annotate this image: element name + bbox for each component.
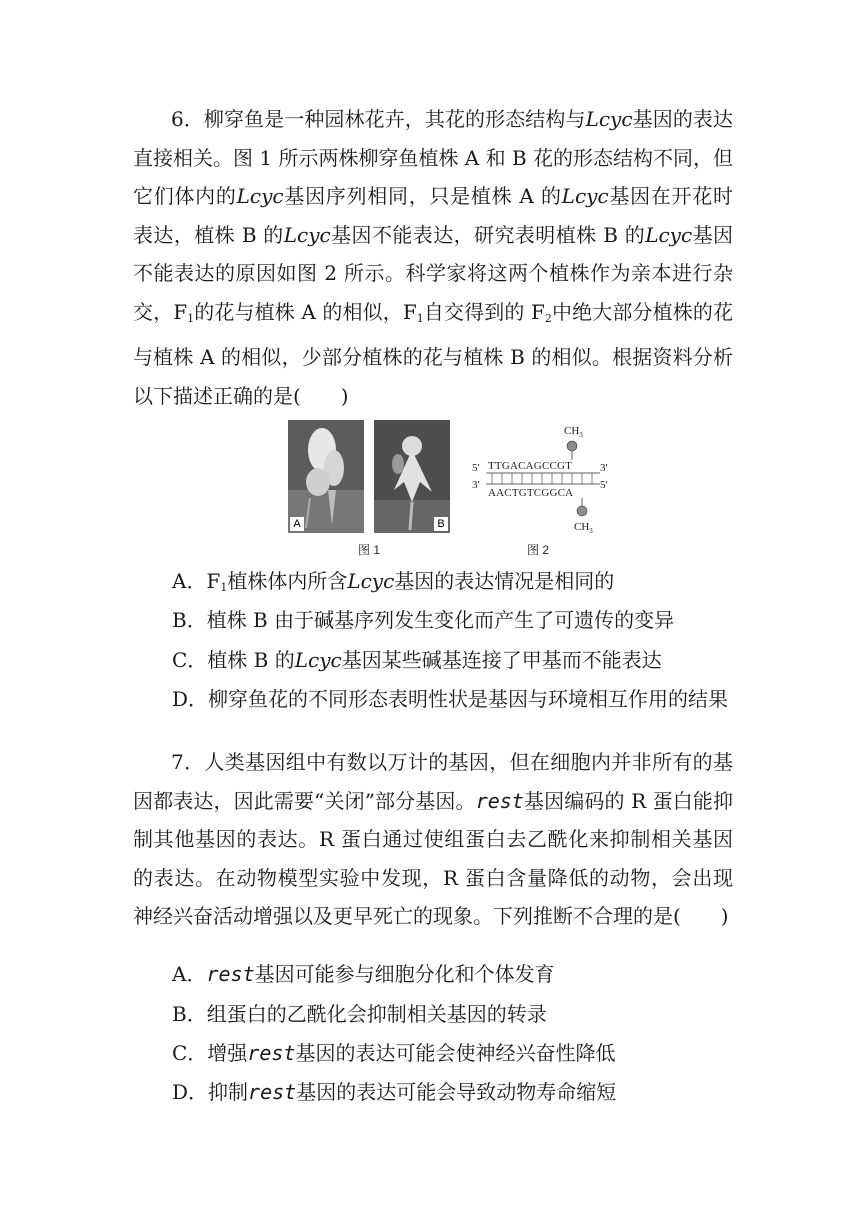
q7-option-d[interactable]: D．抑制rest基因的表达可能会导致动物寿命缩短: [172, 1080, 617, 1104]
question-number: 7．: [171, 750, 205, 774]
methyl-label-top: $CH_3$: [564, 425, 583, 439]
figure-2-caption: 图 2: [527, 543, 550, 557]
q7-option-c[interactable]: C．增强rest基因的表达可能会使神经兴奋性降低: [172, 1041, 616, 1065]
gene-name: rest: [475, 788, 524, 813]
q6-option-d[interactable]: D．柳穿鱼花的不同形态表明性状是基因与环境相互作用的结果: [172, 687, 729, 711]
photo-label-a: A: [290, 517, 304, 531]
q6-option-b[interactable]: B．植株 B 由于碱基序列发生变化而产生了可遗传的变异: [172, 608, 675, 632]
top-5-end: 5′: [472, 462, 480, 474]
question-7-stem: 7．人类基因组中有数以万计的基因，但在细胞内并非所有的基因都表达，因此需要“关闭”部分基因。rest基因编码的 R 蛋白能抑制其他基因的表达。R 蛋白通过使组蛋白去乙酰化来抑制相关基因的表达。在动物模型实验中发现，R 蛋白含量降低的动物，会出现神经兴奋活动增强以及更早死亡的现象。下列推断不合理的是( ): [133, 750, 734, 928]
photo-label-b: B: [434, 517, 448, 531]
top-strand-sequence: TTGACAGCCGT: [488, 460, 573, 472]
q6-option-c[interactable]: C．植株 B 的Lcyc基因某些碱基连接了甲基而不能表达: [172, 648, 662, 672]
top-3-end: 3′: [600, 462, 608, 474]
question-6-stem: 6．柳穿鱼是一种园林花卉，其花的形态结构与Lcyc基因的表达直接相关。图 1 所示两株柳穿鱼植株 A 和 B 花的形态结构不同，但它们体内的Lcyc基因序列相同，只是植株 A 的Lcyc基因在开花时表达，植株 B 的Lcyc基因不能表达，研究表明植株 B 的Lcyc基因不能表达的原因如图 2 所示。科学家将这两个植株作为亲本进行杂交，$F_1$的花与植株 A 的相似，$F_1$自交得到的 $F_2$中绝大部分植株的花与植株 A 的相似，少部分植株的花与植株 B 的相似。根据资料分析以下描述正确的是( ): [133, 107, 734, 408]
figure-1-caption: 图 1: [358, 543, 381, 557]
q6-option-a[interactable]: A．$F_1$植株体内所含Lcyc基因的表达情况是相同的: [172, 569, 615, 594]
base-pair-rungs: [492, 473, 592, 484]
q7-option-b[interactable]: B．组蛋白的乙酰化会抑制相关基因的转录: [172, 1002, 547, 1026]
figure-2-dna-methylation: [468, 422, 618, 537]
figure-1-photos: [288, 420, 452, 535]
methyl-group-top: [567, 441, 577, 451]
bottom-3-end: 3′: [472, 479, 480, 491]
question-number: 6．: [171, 107, 204, 131]
gene-name: Lcyc: [585, 107, 633, 131]
bottom-strand-sequence: AACTGTCGGCA: [488, 487, 574, 499]
flower-photo-b: [374, 420, 450, 533]
q7-option-a[interactable]: A．rest基因可能参与细胞分化和个体发育: [172, 962, 555, 986]
bottom-5-end: 5′: [600, 479, 608, 491]
methyl-label-bottom: $CH_3$: [574, 521, 593, 535]
methyl-group-bottom: [577, 506, 587, 516]
flower-photo-a: [288, 420, 364, 533]
